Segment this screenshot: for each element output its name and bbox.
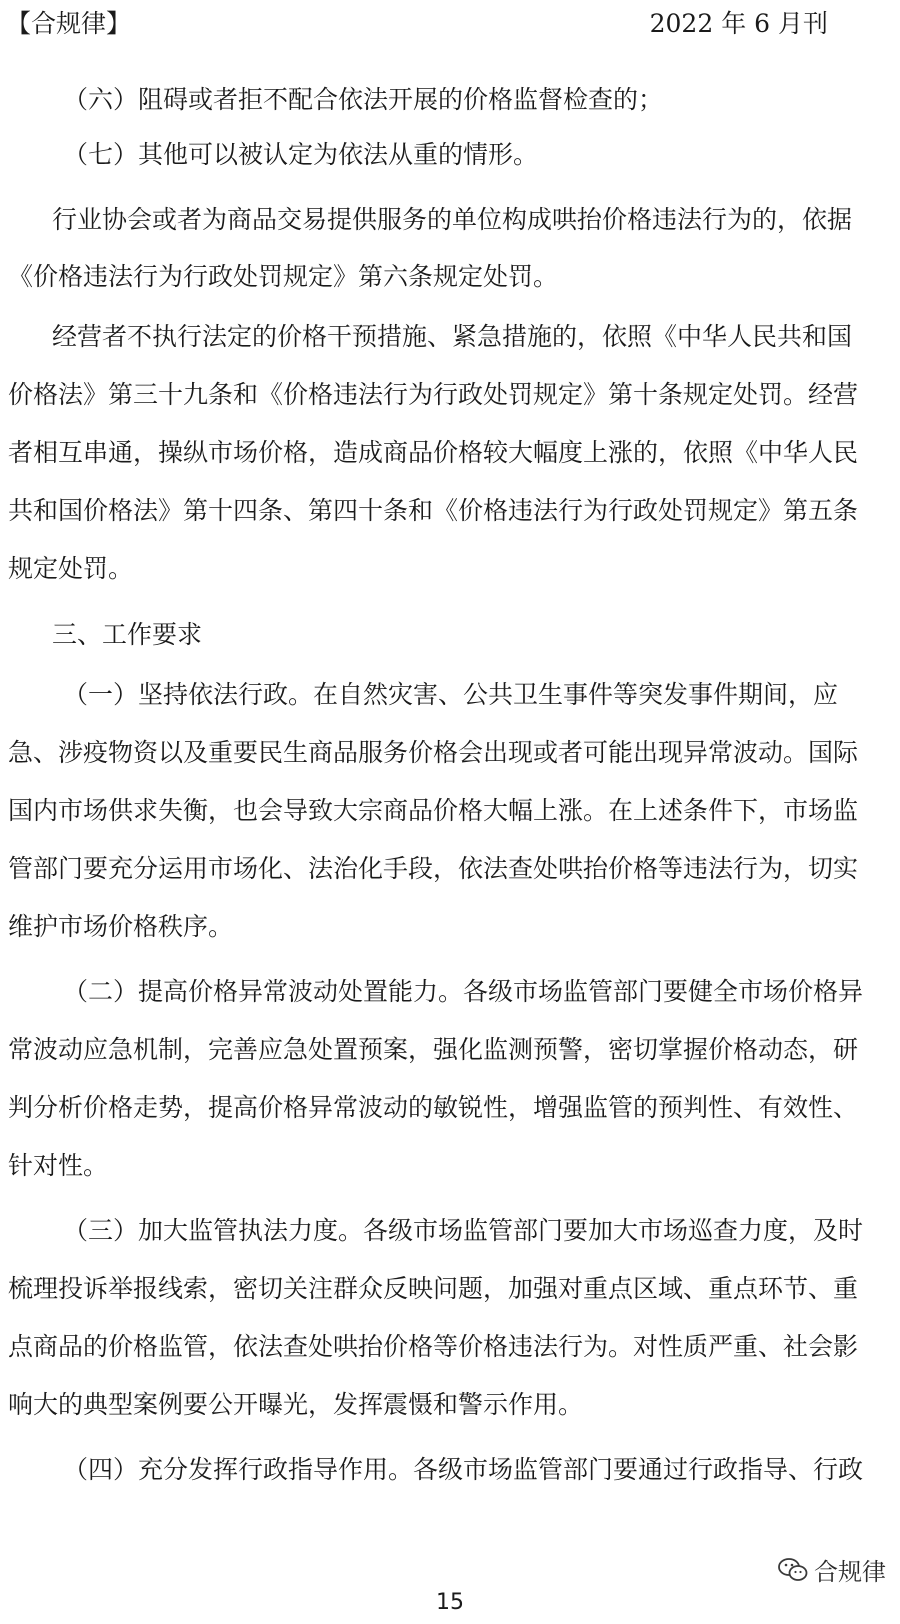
text-line: 《价格违法行为行政处罚规定》第六条规定处罚。: [8, 262, 559, 291]
journal-name: 【合规律】: [6, 9, 132, 38]
text-line: 梳理投诉举报线索，密切关注群众反映问题，加强对重点区域、重点环节、重: [8, 1274, 859, 1303]
text-line: 判分析价格走势，提高价格异常波动的敏锐性，增强监管的预判性、有效性、: [8, 1093, 859, 1122]
text-line: （六）阻碍或者拒不配合依法开展的价格监督检查的；: [63, 85, 664, 114]
issue-date: 2022 年 6 月刊: [649, 9, 828, 38]
watermark-label: 合规律: [814, 1558, 886, 1586]
text-line: 规定处罚。: [8, 554, 134, 583]
text-line: 维护市场价格秩序。: [8, 912, 234, 941]
text-line: 针对性。: [8, 1151, 109, 1180]
text-line: 管部门要充分运用市场化、法治化手段，依法查处哄抬价格等违法行为，切实: [8, 854, 859, 883]
text-line: 共和国价格法》第十四条、第四十条和《价格违法行为行政处罚规定》第五条: [8, 496, 859, 525]
text-line: 急、涉疫物资以及重要民生商品服务价格会出现或者可能出现异常波动。国际: [8, 738, 859, 767]
text-line: （一）坚持依法行政。在自然灾害、公共卫生事件等突发事件期间，应: [63, 680, 839, 709]
text-line: 国内市场供求失衡，也会导致大宗商品价格大幅上涨。在上述条件下，市场监: [8, 796, 859, 825]
text-line: 点商品的价格监管，依法查处哄抬价格等价格违法行为。对性质严重、社会影: [8, 1332, 859, 1361]
text-line: 者相互串通，操纵市场价格，造成商品价格较大幅度上涨的，依照《中华人民: [8, 438, 859, 467]
text-line: 价格法》第三十九条和《价格违法行为行政处罚规定》第十条规定处罚。经营: [8, 380, 859, 409]
section-heading: 三、工作要求: [52, 620, 203, 649]
text-line: （四）充分发挥行政指导作用。各级市场监管部门要通过行政指导、行政: [63, 1455, 864, 1484]
page-number: 15: [436, 1590, 464, 1615]
wechat-watermark: [778, 1552, 886, 1587]
wechat-icon: [778, 1557, 808, 1583]
page-header: [0, 0, 900, 40]
text-line: 常波动应急机制，完善应急处置预案，强化监测预警，密切掌握价格动态，研: [8, 1035, 859, 1064]
text-line: 行业协会或者为商品交易提供服务的单位构成哄抬价格违法行为的，依据: [52, 205, 853, 234]
text-line: （二）提高价格异常波动处置能力。各级市场监管部门要健全市场价格异: [63, 977, 864, 1006]
text-line: 响大的典型案例要公开曝光，发挥震慑和警示作用。: [8, 1390, 584, 1419]
text-line: （三）加大监管执法力度。各级市场监管部门要加大市场巡查力度，及时: [63, 1216, 864, 1245]
text-line: （七）其他可以被认定为依法从重的情形。: [63, 140, 539, 169]
text-line: 经营者不执行法定的价格干预措施、紧急措施的，依照《中华人民共和国: [52, 322, 853, 351]
